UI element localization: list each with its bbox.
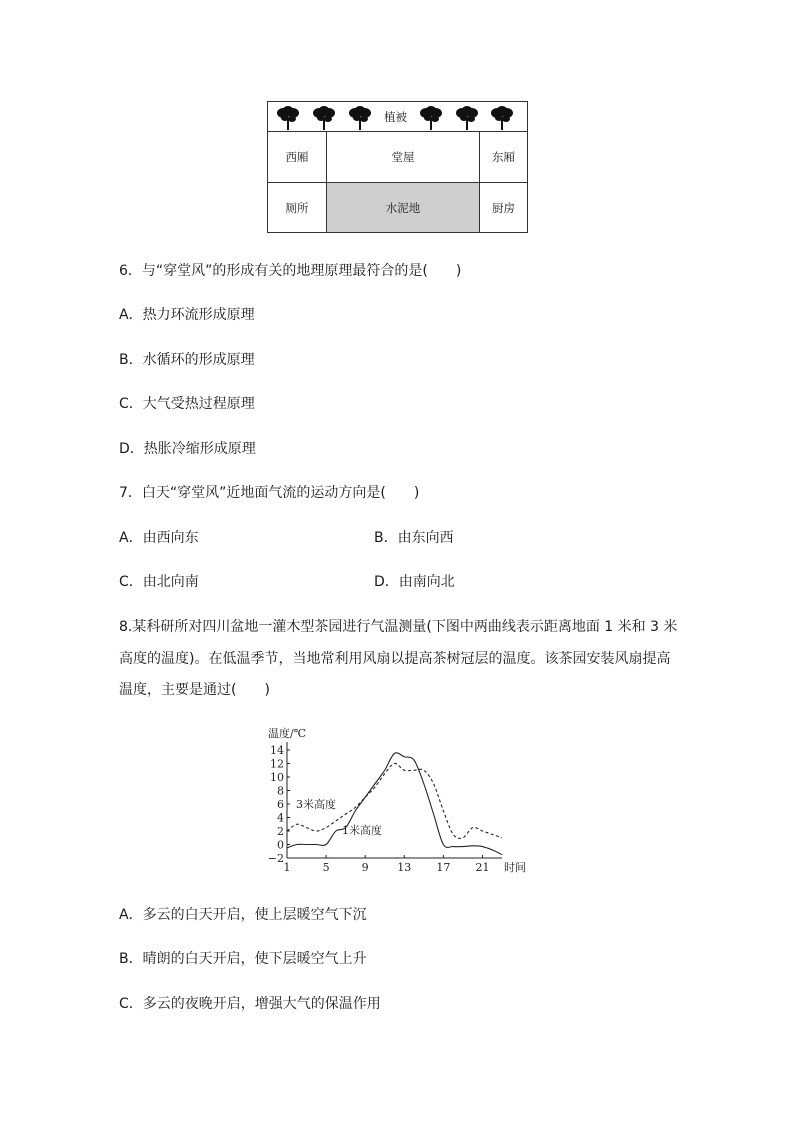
- east-wing-cell: 东厢: [480, 132, 527, 183]
- temperature-chart: [262, 722, 534, 880]
- q8-option-c: C．多云的夜晚开启，增强大气的保温作用: [119, 996, 381, 1012]
- q7-option-c: C．由北向南: [119, 574, 199, 590]
- y-tick-label: 4: [277, 811, 284, 825]
- kitchen-cell: 厨房: [492, 200, 515, 215]
- tree-icon: [455, 105, 479, 131]
- y-tick-label: −2: [267, 852, 284, 865]
- tree-icon: [490, 105, 514, 131]
- courtyard-diagram: [267, 101, 528, 233]
- tree-icon: [312, 105, 336, 131]
- q7-option-a: A．由西向东: [119, 530, 199, 546]
- y-tick-label: 8: [277, 784, 284, 798]
- tree-icon: [348, 105, 372, 131]
- y-tick-label: 14: [270, 744, 284, 757]
- vegetation-label: 植被: [384, 110, 407, 124]
- vegetation-row: [268, 102, 527, 132]
- x-tick-label: 21: [475, 861, 490, 874]
- q6-option-c: C．大气受热过程原理: [119, 396, 255, 412]
- x-axis-label: 时间: [504, 861, 526, 874]
- y-tick-label: 10: [270, 771, 284, 784]
- question-8-stem-line2: 高度的温度)。在低温季节，当地常利用风扇以提高茶树冠层的温度。该茶园安装风扇提高: [119, 651, 671, 667]
- tree-icon: [419, 105, 443, 131]
- series-label-3m: 3米高度: [296, 798, 336, 811]
- question-7-stem: 7．白天“穿堂风”近地面气流的运动方向是( ): [119, 485, 420, 501]
- q8-option-b: B．晴朗的白天开启，使下层暖空气上升: [119, 951, 367, 967]
- y-tick-label: 6: [277, 798, 284, 811]
- y-tick-label: 2: [277, 825, 284, 838]
- q7-option-d: D．由南向北: [374, 574, 455, 590]
- x-tick-label: 9: [361, 861, 369, 874]
- q6-option-b: B．水循环的形成原理: [119, 352, 255, 368]
- x-tick-label: 17: [436, 861, 451, 874]
- question-8-stem-line1: 8.某科研所对四川盆地一灌木型茶园进行气温测量(下图中两曲线表示距离地面 1 米和 3 米: [119, 619, 678, 635]
- y-axis-label: 温度/℃: [268, 727, 307, 740]
- q8-option-a: A．多云的白天开启，使上层暖空气下沉: [119, 907, 367, 923]
- toilet-cell: 厕所: [268, 183, 327, 232]
- tree-icon: [276, 105, 300, 131]
- x-tick-label: 13: [397, 861, 412, 874]
- q6-option-a: A．热力环流形成原理: [119, 307, 255, 323]
- cement-ground-cell: 水泥地: [327, 183, 480, 232]
- question-8-stem-line3: 温度，主要是通过( ): [119, 682, 270, 698]
- y-tick-label: 0: [277, 838, 284, 852]
- x-tick-label: 5: [322, 861, 330, 874]
- question-6-stem: 6．与“穿堂风”的形成有关的地理原理最符合的是( ): [119, 263, 462, 279]
- x-tick-label: 1: [283, 861, 291, 874]
- q7-option-b: B．由东向西: [374, 530, 454, 546]
- q6-option-d: D．热胀冷缩形成原理: [119, 441, 256, 457]
- west-wing-cell: 西厢: [268, 132, 327, 183]
- hall-cell: 堂屋: [327, 132, 480, 183]
- y-tick-label: 12: [270, 757, 284, 771]
- series-label-1m: 1米高度: [342, 824, 382, 837]
